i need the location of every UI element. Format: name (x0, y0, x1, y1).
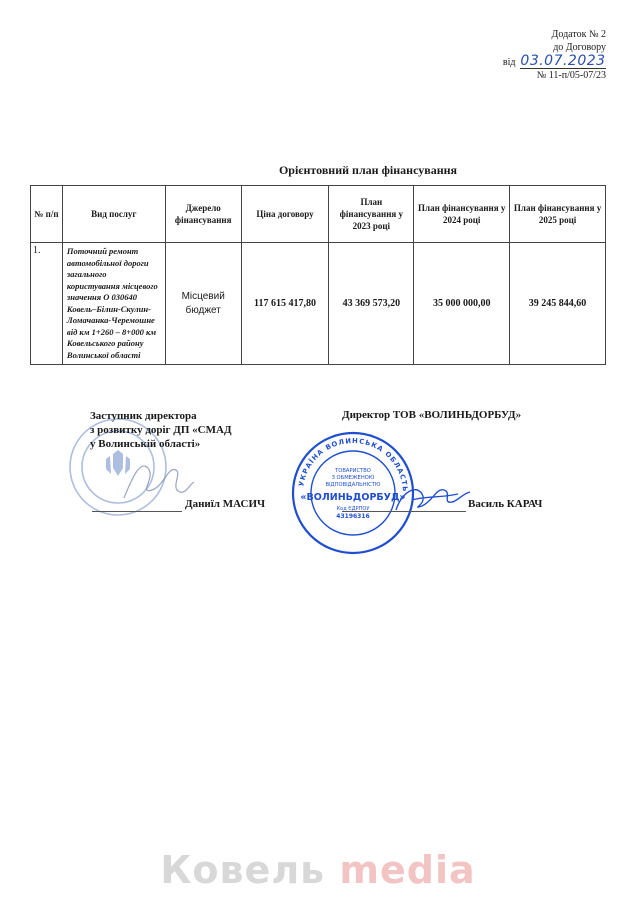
header-plan-2023: План фінансування у 2023 році (329, 186, 414, 243)
stamp-code-label: Код ЄДРПОУ (336, 506, 370, 512)
row-service: Поточний ремонт автомобільної дороги загального користування місцевого значення О 030640 Ковель–Білин-Скулин-Ломачанка-Черемошне від км 1+260 – 8+000 км Ковельського району Волинської області (62, 243, 165, 365)
date-line (503, 54, 606, 69)
row-number: 1. (31, 243, 63, 365)
annex-number: Додаток № 2 (551, 29, 606, 40)
stamp-ring-text: УКРАЇНА ВОЛИНСЬКА ОБЛАСТЬ (297, 436, 410, 493)
right-signatory-title: Директор ТОВ «ВОЛИНЬДОРБУД» (342, 409, 522, 421)
table-row (31, 243, 606, 365)
left-signature-line (92, 511, 182, 512)
row-price: 117 615 417,80 (241, 243, 329, 365)
stamp-inner-3: ВІДПОВІДАЛЬНІСТЮ (325, 482, 381, 488)
right-signature-line (342, 511, 466, 512)
financing-table (30, 185, 606, 365)
header-number: № п/п (31, 186, 63, 243)
watermark (0, 848, 636, 892)
page-title: Орієнтовний план фінансування (278, 163, 458, 177)
stamp-center-name: «ВОЛИНЬДОРБУД» (300, 492, 406, 503)
left-title-line1: Заступник директора (90, 410, 197, 422)
row-plan-2024: 35 000 000,00 (414, 243, 510, 365)
stamp-inner-2: З ОБМЕЖЕНОЮ (331, 475, 375, 481)
left-signatory-title (90, 409, 232, 451)
right-signature (392, 470, 472, 520)
left-title-line2: з розвитку доріг ДП «СМАД (90, 424, 232, 436)
row-plan-2025: 39 245 844,60 (510, 243, 606, 365)
handwritten-date: 03.07.2023 (520, 53, 606, 69)
right-signatory-name: Василь КАРАЧ (468, 498, 543, 510)
left-signatory-name: Даниїл МАСИЧ (185, 498, 266, 510)
header-service: Вид послуг (62, 186, 165, 243)
stamp-inner-1: ТОВАРИСТВО (335, 468, 371, 474)
table-header-row (31, 186, 606, 243)
row-plan-2023: 43 369 573,20 (329, 243, 414, 365)
contract-number: № 11-п/05-07/23 (536, 70, 606, 81)
watermark-part2: media (339, 848, 476, 892)
row-source: Місцевий бюджет (165, 243, 241, 365)
stamp-code: 43196316 (336, 513, 370, 520)
date-prefix: від (502, 57, 516, 68)
header-price: Ціна договору (241, 186, 329, 243)
header-plan-2025: План фінансування у 2025 році (510, 186, 606, 243)
document-header (503, 28, 606, 82)
watermark-part1: Ковель (160, 848, 326, 892)
left-title-line3: у Волинській області» (90, 438, 201, 450)
header-plan-2024: План фінансування у 2024 році (414, 186, 510, 243)
contract-ref: до Договору (553, 42, 606, 53)
header-source: Джерело фінансування (165, 186, 241, 243)
